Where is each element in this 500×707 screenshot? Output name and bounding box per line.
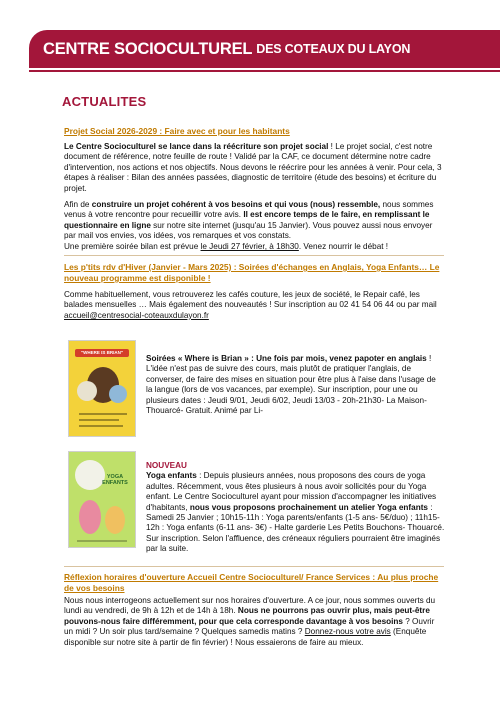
header-rule xyxy=(29,70,500,72)
text: ? Ouvrir un midi ? Un soir plus tard/semaine ? Quelques samedis matins ? xyxy=(64,616,435,637)
article-paragraph xyxy=(146,471,446,554)
article-projet-social xyxy=(64,126,444,252)
survey-link[interactable]: Donnez-nous votre avis xyxy=(304,627,391,637)
text-bold: Nous ne pourrons pas ouvrir plus, mais peut-être pouvons-nous faire différemment, pour que cela corresponde davantage à vos besoins xyxy=(64,606,430,626)
article-paragraph xyxy=(64,596,444,648)
text: ! L'idée n'est pas de suivre des cours, mais plutôt de pratiquer l'anglais, de converser, de faire des mises en situation pour être plus à l'aise dans l'usage de la langue (lors de vos vacances, par exemple). Sur inscription, pour une ou plusieurs dates : Jeudi 9/01, Jeudi 6/02, Jeudi 13/03 - 20h-21h30- La Maison- Thouarcé- Gratuit. Animé par Li- xyxy=(146,354,436,416)
text: Nous nous interrogeons actuellement sur nos horaires d'ouverture. A ce jour, nous sommes ouverts du lundi au vendredi, de 9h à 12h et de 14h à 18h. xyxy=(64,596,436,616)
text: Une première soirée bilan est prévue xyxy=(64,241,201,251)
divider xyxy=(64,566,444,567)
header-banner xyxy=(29,30,500,68)
text-bold: Yoga enfants xyxy=(146,471,197,481)
poster-yoga-enfants xyxy=(68,451,136,548)
section-title: ACTUALITES xyxy=(62,94,147,109)
poster-where-is-brian xyxy=(68,340,136,437)
article-title[interactable]: Réflexion horaires d'ouverture Accueil Centre Socioculturel/ France Services : Au plus proche de vos besoins xyxy=(64,572,439,593)
text: : Depuis plusieurs années, nous proposons des cours de yoga adultes. Récemment, vous êtes plusieurs à nous avoir sollicités pour du Yoga enfant. Le Centre Socioculturel ayant pour mission d'accompagner les initiatives d'habitants, xyxy=(146,471,437,512)
brian-block xyxy=(146,354,442,416)
poster-title: "WHERE IS BRIAN" xyxy=(80,350,124,355)
article-title[interactable]: Projet Social 2026-2029 : Faire avec et pour les habitants xyxy=(64,126,290,136)
text: sur notre site internet (jusqu'au 15 Janvier). Vous pouvez aussi nous envoyer par mail vos envies, vos idées, vos remarques et vos constats. xyxy=(64,220,433,241)
email-link[interactable]: accueil@centresocial-coteauxdulayon.fr xyxy=(64,310,209,320)
text-bold: nous vous proposons prochainement un atelier Yoga enfants xyxy=(189,502,428,512)
divider xyxy=(64,255,444,256)
article-horaires xyxy=(64,572,444,648)
new-badge: NOUVEAU xyxy=(146,461,187,470)
text-bold: Soirées « Where is Brian » : Une fois par mois, venez papoter en anglais xyxy=(146,354,427,363)
text: ! Le projet social, c'est notre document de référence, notre feuille de route ! Validé par la CAF, ce document détermine notre cadre d'intervention, nos actions et nos objectifs. Nous devons le réécrire pour les années à venir. Pour cela, 3 étapes à réaliser : Bilan des années passées, diagnostic de territoire (étude des besoins) et écriture du projet. xyxy=(64,142,442,193)
text: Comme habituellement, vous retrouverez les cafés couture, les jeux de société, le Repair café, les balades mensuelles … Mais également des nouveautés ! Sur inscription au 02 41 54 06 44 ou par mail xyxy=(64,290,437,310)
text: : Samedi 25 Janvier ; 10h15-11h : Yoga parents/enfants (1-5 ans- 5€/duo) ; 11h15-12h : Yoga enfants (6-11 ans- 3€) - Halte garderie Les Petits Bouchons- Thouarcé. Sur inscription. Selon l'affluence, des créneaux réguliers pourraient être imaginés par la suite. xyxy=(146,502,445,554)
text-bold: Le Centre Socioculturel se lance dans la réécriture son projet social xyxy=(64,142,329,151)
article-title[interactable]: Les p'tits rdv d'Hiver (Janvier - Mars 2025) : Soirées d'échanges en Anglais, Yoga Enfants… Le nouveau programme est disponible ! xyxy=(64,262,440,283)
date-underlined: le Jeudi 27 février, à 18h30 xyxy=(200,241,299,251)
article-paragraph xyxy=(64,142,444,194)
poster-title: YOGA ENFANTS xyxy=(102,474,128,486)
article-paragraph xyxy=(64,242,444,252)
article-paragraph xyxy=(64,200,444,242)
article-paragraph xyxy=(64,290,444,321)
yoga-block xyxy=(146,461,446,555)
header-subtitle: DES COTEAUX DU LAYON xyxy=(256,42,411,56)
article-rdv-hiver xyxy=(64,262,444,321)
text: Afin de xyxy=(64,200,92,210)
header-title: CENTRE SOCIOCULTUREL xyxy=(43,39,253,58)
text-bold: construire un projet cohérent à vos besoins et qui vous (nous) ressemble, xyxy=(91,200,381,210)
text-bold: Il est encore temps de le faire, en remplissant le questionnaire en ligne xyxy=(64,210,430,230)
text: (Enquête disponible sur notre site à partir de fin février) ! Nous essaierons de faire au mieux. xyxy=(64,627,427,647)
text: nous sommes venus à votre rencontre pour recueillir votre avis. xyxy=(64,200,434,220)
text: . Venez nourrir le débat ! xyxy=(298,241,389,251)
